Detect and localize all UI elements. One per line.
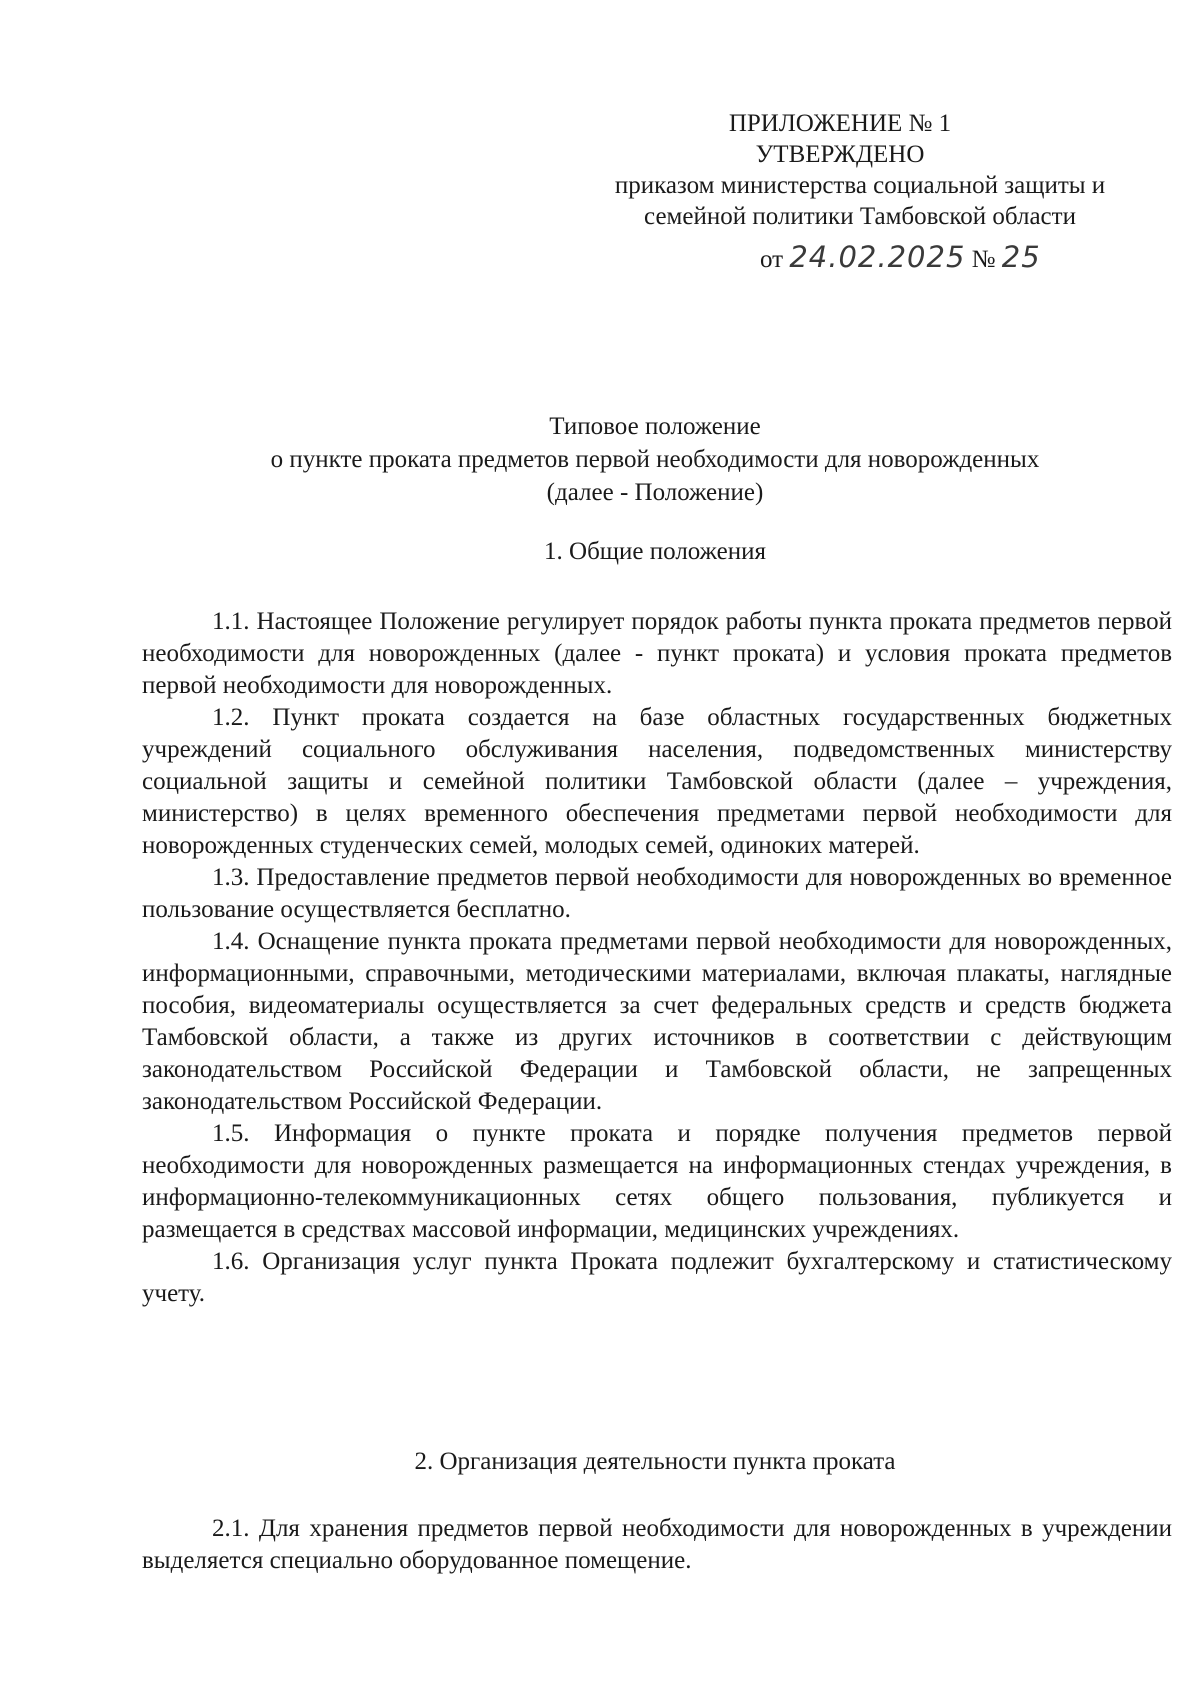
order-line-2: семейной политики Тамбовской области (644, 203, 1076, 230)
approved-label: УТВЕРЖДЕНО (755, 141, 925, 168)
section-1-body (142, 606, 1172, 1310)
paragraph-1-4: 1.4. Оснащение пункта проката предметами первой необходимости для новорожденных, информационными, справочными, методическими материалами, включая плакаты, наглядные пособия, видеоматериалы осуществляется за счет федеральных средств и средств бюджета Тамбовской области, а также из других источников в соответствии с действующим законодательством Российской Федерации и Тамбовской области, не запрещенных законодательством Российской Федерации. (142, 928, 1172, 1115)
paragraph-1-2: 1.2. Пункт проката создается на базе областных государственных бюджетных учреждений социального обслуживания населения, подведомственных министерству социальной защиты и семейной политики Тамбовской области (далее – учреждения, министерство) в целях временного обеспечения предметами первой необходимости для новорожденных студенческих семей, молодых семей, одиноких матерей. (142, 704, 1172, 859)
paragraph-1-5: 1.5. Информация о пункте проката и порядке получения предметов первой необходимости для новорожденных размещается на информационных стендах учреждения, в информационно-телекоммуникационных сетях общего пользования, публикуется и размещается в средствах массовой информации, медицинских учреждениях. (142, 1120, 1172, 1243)
section-2-body (142, 1513, 1172, 1577)
paragraph-1-3: 1.3. Предоставление предметов первой необходимости для новорожденных во временное пользование осуществляется бесплатно. (142, 864, 1172, 923)
section-2-heading: 2. Организация деятельности пункта проката (414, 1448, 896, 1475)
order-line-1: приказом министерства социальной защиты и (614, 172, 1106, 199)
title-line-2: о пункте проката предметов первой необходимости для новорожденных (270, 446, 1040, 473)
appendix-label: ПРИЛОЖЕНИЕ № 1 (728, 110, 952, 137)
title-line-1: Типовое положение (549, 413, 761, 440)
date-prefix: от (760, 246, 784, 273)
order-date-line (760, 240, 1041, 274)
handwritten-date: 24.02.2025 (789, 240, 966, 274)
number-prefix: № (971, 246, 996, 273)
approval-header (560, 108, 1160, 232)
document-title (140, 410, 1170, 509)
handwritten-number: 25 (1001, 240, 1041, 274)
title-line-3: (далее - Положение) (546, 479, 764, 506)
paragraph-1-6: 1.6. Организация услуг пункта Проката подлежит бухгалтерскому и статистическому учету. (142, 1248, 1172, 1307)
paragraph-1-1: 1.1. Настоящее Положение регулирует порядок работы пункта проката предметов первой необходимости для новорожденных (далее - пункт проката) и условия проката предметов первой необходимости для новорожденных. (142, 608, 1172, 699)
section-1-heading: 1. Общие положения (544, 538, 766, 565)
paragraph-2-1: 2.1. Для хранения предметов первой необходимости для новорожденных в учреждении выделяется специально оборудованное помещение. (142, 1515, 1172, 1574)
